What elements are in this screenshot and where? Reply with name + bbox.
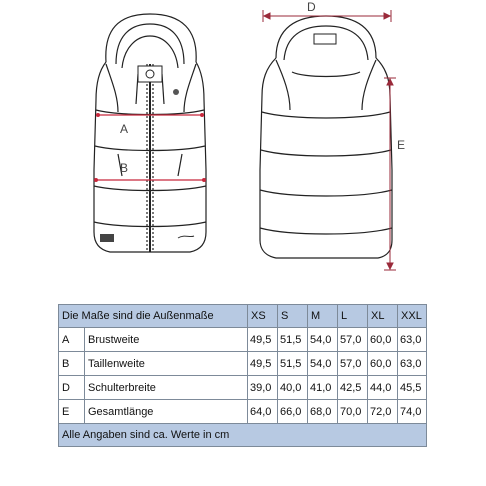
vest-back-sketch xyxy=(260,16,392,258)
cell-value: 74,0 xyxy=(398,400,427,424)
row-code: D xyxy=(59,376,85,400)
size-m-header: M xyxy=(308,305,338,328)
row-name: Taillenweite xyxy=(85,352,248,376)
cell-value: 64,0 xyxy=(248,400,278,424)
table-header-title: Die Maße sind die Außenmaße xyxy=(59,305,248,328)
table-header-row xyxy=(59,305,427,328)
row-name: Schulterbreite xyxy=(85,376,248,400)
size-xs-header: XS xyxy=(248,305,278,328)
table-footer-row xyxy=(59,424,427,447)
hood-logo-badge xyxy=(138,66,162,82)
cell-value: 60,0 xyxy=(368,328,398,352)
cell-value: 51,5 xyxy=(278,352,308,376)
label-a: A xyxy=(120,122,129,136)
label-e: E xyxy=(397,138,406,152)
cell-value: 51,5 xyxy=(278,328,308,352)
cell-value: 45,5 xyxy=(398,376,427,400)
cell-value: 57,0 xyxy=(338,352,368,376)
chest-button-icon xyxy=(173,89,179,95)
table-row xyxy=(59,328,427,352)
size-s-header: S xyxy=(278,305,308,328)
vest-front-sketch xyxy=(94,14,206,252)
cell-value: 41,0 xyxy=(308,376,338,400)
cell-value: 72,0 xyxy=(368,400,398,424)
table-row xyxy=(59,400,427,424)
cell-value: 42,5 xyxy=(338,376,368,400)
back-hood-badge xyxy=(314,34,336,44)
cell-value: 68,0 xyxy=(308,400,338,424)
cell-value: 66,0 xyxy=(278,400,308,424)
cell-value: 63,0 xyxy=(398,328,427,352)
cell-value: 70,0 xyxy=(338,400,368,424)
pocket-tag xyxy=(100,234,114,242)
cell-value: 44,0 xyxy=(368,376,398,400)
size-table xyxy=(58,304,427,447)
size-xl-header: XL xyxy=(368,305,398,328)
cell-value: 57,0 xyxy=(338,328,368,352)
label-b: B xyxy=(120,161,129,175)
table-row xyxy=(59,352,427,376)
signature-mark xyxy=(178,236,194,238)
cell-value: 40,0 xyxy=(278,376,308,400)
cell-value: 49,5 xyxy=(248,328,278,352)
table-row xyxy=(59,376,427,400)
size-l-header: L xyxy=(338,305,368,328)
cell-value: 63,0 xyxy=(398,352,427,376)
cell-value: 39,0 xyxy=(248,376,278,400)
cell-value: 54,0 xyxy=(308,352,338,376)
size-xxl-header: XXL xyxy=(398,305,427,328)
measure-e-line xyxy=(384,78,396,270)
row-code: B xyxy=(59,352,85,376)
measure-d-line xyxy=(263,10,391,22)
row-name: Gesamtlänge xyxy=(85,400,248,424)
row-name: Brustweite xyxy=(85,328,248,352)
cell-value: 49,5 xyxy=(248,352,278,376)
row-code: A xyxy=(59,328,85,352)
table-footer-note: Alle Angaben sind ca. Werte in cm xyxy=(59,424,427,447)
label-d: D xyxy=(307,0,316,14)
row-code: E xyxy=(59,400,85,424)
cell-value: 60,0 xyxy=(368,352,398,376)
cell-value: 54,0 xyxy=(308,328,338,352)
